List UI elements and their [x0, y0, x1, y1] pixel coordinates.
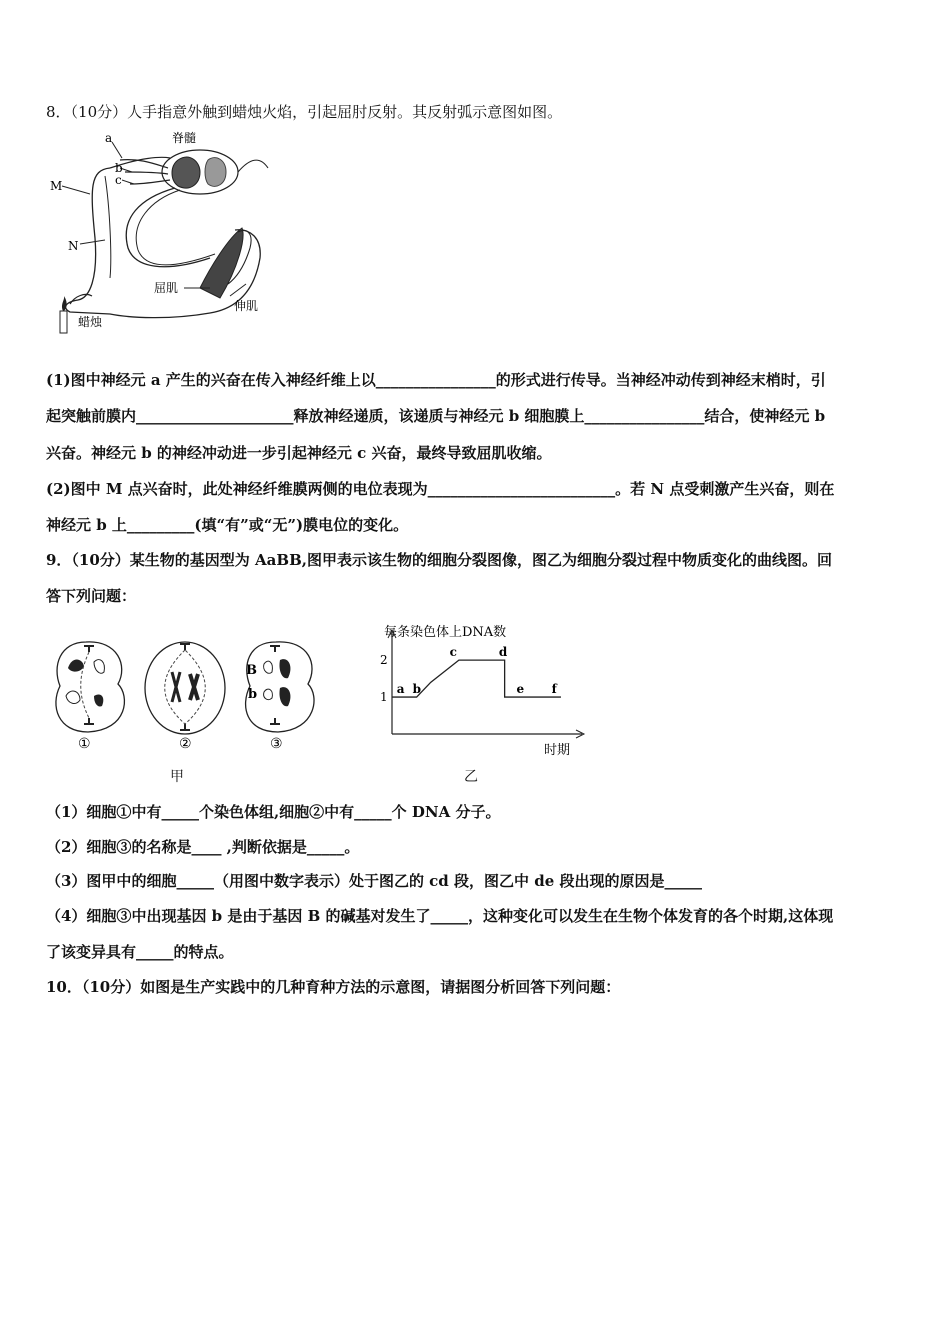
q8-stem: 8．（10分）人手指意外触到蜡烛火焰，引起屈肘反射。其反射弧示意图如图。: [46, 103, 563, 121]
q8-part1-line2: 起突触前膜内_____________________释放神经递质，该递质与神经元 b 细胞膜上________________结合，使神经元 b: [46, 407, 826, 425]
q8-part2-line2: 神经元 b 上_________(填“有”或“无”)膜电位的变化。: [46, 516, 409, 534]
fig-label-n: N: [68, 239, 79, 253]
fig-label-c: c: [115, 173, 122, 187]
chart-point-label-d: d: [498, 645, 508, 660]
q8-part1-line3: 兴奋。神经元 b 的神经冲动进一步引起神经元 c 兴奋，最终导致屈肌收缩。: [46, 444, 552, 462]
q9-part3: （3）图甲中的细胞_____（用图中数字表示）处于图乙的 cd 段，图乙中 de 段出现的原因是_____: [46, 872, 702, 890]
cell3-gene-B: B: [246, 663, 257, 678]
chart-point-label-a: a: [396, 682, 405, 697]
q9-stem-line1: 9．（10分）某生物的基因型为 AaBB,图甲表示该生物的细胞分裂图像，图乙为细胞分裂过程中物质变化的曲线图。回: [46, 551, 832, 569]
q10-stem: 10．（10分）如图是生产实践中的几种育种方法的示意图，请据图分析回答下列问题：: [46, 978, 621, 996]
cell-division-figure: [48, 636, 318, 756]
reflex-arc-figure: [50, 128, 280, 340]
chart-ytick-1: 1: [380, 690, 388, 705]
chart-point-label-c: c: [449, 645, 457, 660]
cell-number-1: ①: [78, 736, 91, 752]
dna-chart: [348, 620, 588, 760]
q8-part2-line1: (2)图中 M 点兴奋时，此处神经纤维膜两侧的电位表现为_________________________。若 N 点受刺激产生兴奋，则在: [46, 480, 835, 498]
cell-number-3: ③: [270, 736, 283, 752]
fig-label-spinal: 脊髓: [172, 131, 197, 145]
fig-label-flexor: 屈肌: [154, 281, 179, 295]
chart-point-label-f: f: [551, 682, 557, 697]
figure-jia-caption: 甲: [170, 769, 184, 785]
q9-part4-line2: 了该变异具有_____的特点。: [46, 943, 234, 961]
chart-xlabel: 时期: [544, 743, 571, 758]
q9-part2: （2）细胞③的名称是____ ,判断依据是_____。: [46, 838, 360, 856]
fig-label-b: b: [115, 161, 123, 175]
q9-stem-line2: 答下列问题：: [46, 587, 137, 605]
q9-part4-line1: （4）细胞③中出现基因 b 是由于基因 B 的碱基对发生了_____，这种变化可以发生在生物个体发育的各个时期,这体现: [46, 907, 834, 925]
q9-part1: （1）细胞①中有_____个染色体组,细胞②中有_____个 DNA 分子。: [46, 803, 501, 821]
chart-point-label-e: e: [516, 682, 525, 697]
fig-label-extensor: 伸肌: [234, 299, 259, 313]
fig-label-m: M: [50, 179, 63, 193]
figure-yi-caption: 乙: [464, 769, 478, 785]
chart-point-label-b: b: [412, 682, 422, 697]
chart-ytick-2: 2: [380, 653, 388, 668]
fig-label-a: a: [105, 131, 113, 145]
cell-number-2: ②: [179, 736, 192, 752]
q8-part1-line1: (1)图中神经元 a 产生的兴奋在传入神经纤维上以________________的形式进行传导。当神经冲动传到神经末梢时，引: [46, 371, 826, 389]
chart-ylabel: 每条染色体上DNA数: [384, 625, 507, 640]
fig-label-candle: 蜡烛: [78, 315, 103, 329]
cell3-gene-b: b: [248, 687, 258, 702]
